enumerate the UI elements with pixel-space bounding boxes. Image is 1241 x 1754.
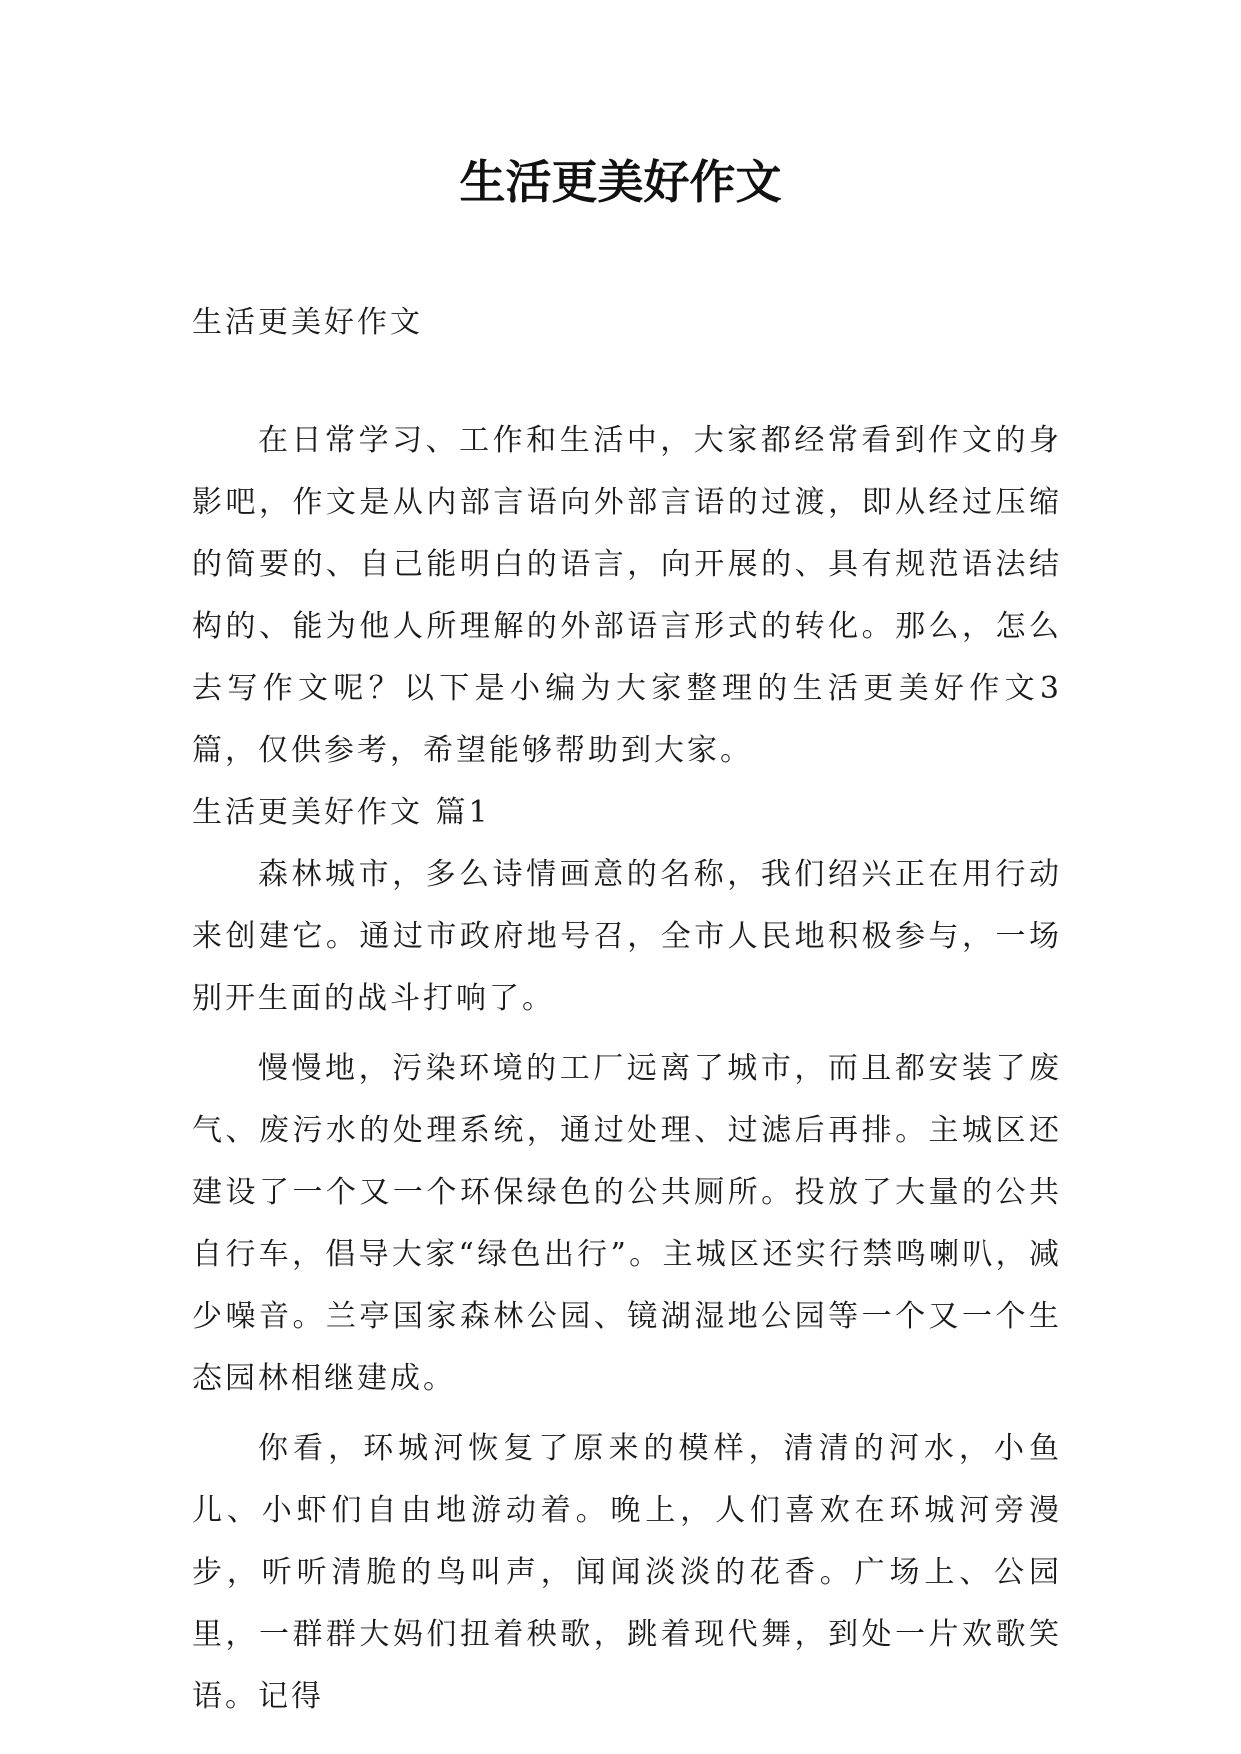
document-body [192, 292, 1062, 1728]
document-title: 生活更美好作文 [459, 155, 782, 209]
body-paragraph-3: 你看，环城河恢复了原来的模样，清清的河水，小鱼儿、小虾们自由地游动着。晚上，人们喜欢在环城河旁漫步，听听清脆的鸟叫声，闻闻淡淡的花香。广场上、公园里，一群群大妈们扭着秧歌，跳着现代舞，到处一片欢歌笑语。记得 [192, 1431, 1062, 1714]
document-subtitle: 生活更美好作文 [192, 305, 423, 340]
body-paragraph-1: 森林城市，多么诗情画意的名称，我们绍兴正在用行动来创建它。通过市政府地号召，全市人民地积极参与，一场别开生面的战斗打响了。 [192, 857, 1062, 1016]
intro-paragraph: 在日常学习、工作和生活中，大家都经常看到作文的身影吧，作文是从内部言语向外部言语的过渡，即从经过压缩的简要的、自己能明白的语言，向开展的、具有规范语法结构的、能为他人所理解的外部语言形式的转化。那么，怎么去写作文呢？以下是小编为大家整理的生活更美好作文3篇，仅供参考，希望能够帮助到大家。 [192, 423, 1062, 768]
body-paragraph-2: 慢慢地，污染环境的工厂远离了城市，而且都安装了废气、废污水的处理系统，通过处理、过滤后再排。主城区还建设了一个又一个环保绿色的公共厕所。投放了大量的公共自行车，倡导大家“绿色出行”。主城区还实行禁鸣喇叭，减少噪音。兰亭国家森林公园、镜湖湿地公园等一个又一个生态园林相继建成。 [192, 1051, 1062, 1396]
section-heading: 生活更美好作文 篇1 [192, 795, 491, 830]
